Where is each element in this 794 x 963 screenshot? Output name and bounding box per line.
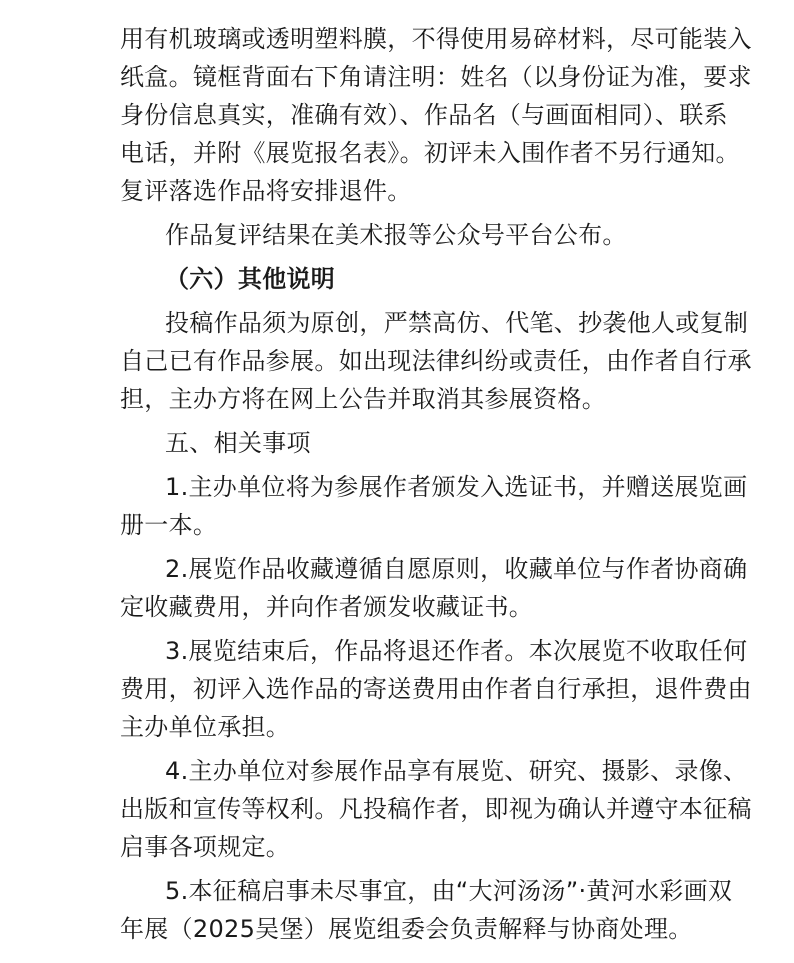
section-heading: 五、相关事项 — [165, 429, 311, 457]
list-item-line: 启事各项规定。 — [120, 833, 291, 861]
list-item-line: 定收藏费用，并向作者颁发收藏证书。 — [120, 593, 534, 621]
list-item-line: 4.主办单位对参展作品享有展览、研究、摄影、录像、 — [165, 757, 748, 785]
list-item-line: 出版和宣传等权利。凡投稿作者，即视为确认并遵守本征稿 — [120, 795, 752, 823]
list-item-line: 3.展览结束后，作品将退还作者。本次展览不收取任何 — [165, 637, 748, 665]
list-item-line: 1.主办单位将为参展作者颁发入选证书，并赠送展览画 — [165, 473, 748, 501]
text-line: 自己已有作品参展。如出现法律纠纷或责任，由作者自行承 — [120, 347, 752, 375]
list-item-line: 年展（2025吴堡）展览组委会负责解释与协商处理。 — [120, 915, 693, 943]
list-item-line: 册一本。 — [120, 511, 218, 539]
list-item-line: 5.本征稿启事未尽事宜，由“大河汤汤”·黄河水彩画双 — [165, 877, 733, 905]
text-line: 投稿作品须为原创，严禁高仿、代笔、抄袭他人或复制 — [165, 309, 749, 337]
list-item-line: 主办单位承担。 — [120, 713, 291, 741]
section-heading: （六）其他说明 — [165, 265, 336, 293]
text-line: 用有机玻璃或透明塑料膜，不得使用易碎材料，尽可能装入 — [120, 25, 752, 53]
text-line: 复评落选作品将安排退件。 — [120, 177, 412, 205]
list-item-line: 2.展览作品收藏遵循自愿原则，收藏单位与作者协商确 — [165, 555, 748, 583]
text-line: 身份信息真实，准确有效）、作品名（与画面相同）、联系 — [120, 101, 728, 129]
text-line: 电话，并附《展览报名表》。初评未入围作者不另行通知。 — [120, 139, 740, 167]
text-line: 作品复评结果在美术报等公众号平台公布。 — [165, 221, 627, 249]
text-line: 纸盒。镜框背面右下角请注明：姓名（以身份证为准，要求 — [120, 63, 752, 91]
text-line: 担，主办方将在网上公告并取消其参展资格。 — [120, 385, 606, 413]
list-item-line: 费用，初评入选作品的寄送费用由作者自行承担，退件费由 — [120, 675, 752, 703]
